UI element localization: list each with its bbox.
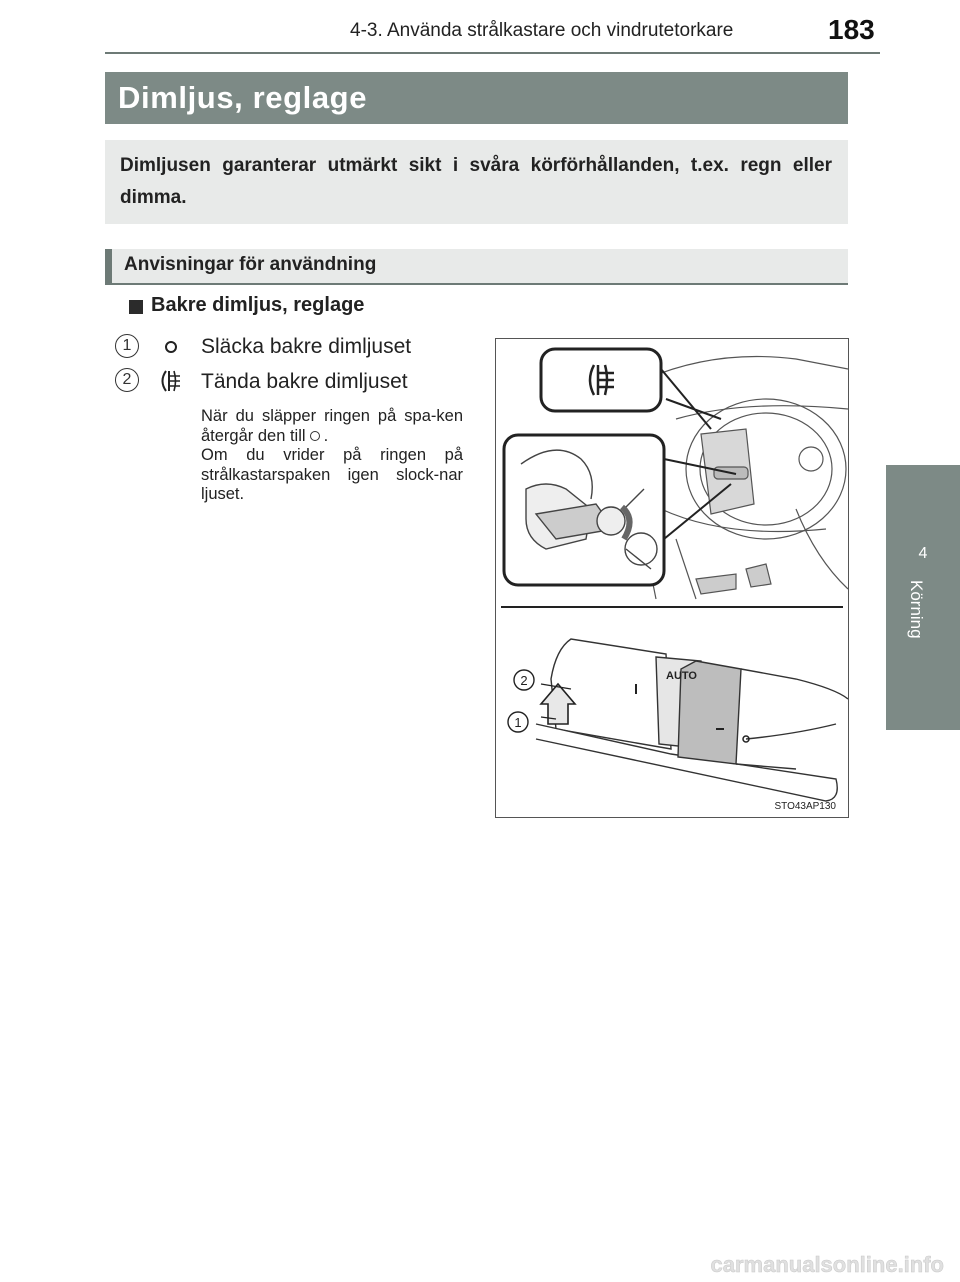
stalk-sketch (536, 639, 848, 801)
note-line-1-text: När du släpper ringen på spa-ken återgår den till (201, 407, 463, 445)
off-ring-icon (310, 431, 320, 441)
figure-code: STO43AP130 (774, 801, 836, 812)
auto-label: AUTO (666, 670, 697, 682)
page-number: 183 (828, 14, 875, 45)
item-2-text: Tända bakre dimljuset (201, 370, 408, 393)
intro-text: Dimljusen garanterar utmärkt sikt i svåra körförhållanden, t.ex. regn eller dimma. (120, 155, 832, 208)
square-bullet-icon (129, 300, 143, 314)
page-title: Dimljus, reglage (118, 80, 368, 115)
rear-fog-light-icon (156, 367, 184, 395)
item-2-note (201, 407, 463, 505)
note-line-2: Om du vrider på ringen på strålkastarspaken igen slock-nar ljuset. (201, 446, 463, 503)
item-number-1: 1 (115, 334, 139, 358)
svg-text:carmanualsonline.info: carmanualsonline.info (710, 1252, 944, 1277)
item-number-2: 2 (115, 368, 139, 392)
illustration-frame (495, 338, 849, 818)
note-line-1-end: . (323, 426, 329, 445)
section-title: Anvisningar för användning (124, 254, 377, 275)
subsection-title: Bakre dimljus, reglage (151, 294, 365, 316)
figure-callout-2: 2 (520, 673, 528, 688)
section-bar-accent (105, 249, 112, 285)
chapter-header: 4-3. Använda strålkastare och vindrutetorkare (350, 20, 734, 41)
item-1-text: Släcka bakre dimljuset (201, 335, 412, 358)
fog-off-circle-icon (160, 336, 182, 358)
side-tab-label: Körning (907, 580, 926, 639)
figure-callout-1: 1 (514, 715, 522, 730)
fog-light-switch-illustration (496, 339, 848, 817)
watermark-logo (0, 1244, 960, 1282)
header-rule (105, 52, 880, 54)
dashboard-sketch (646, 357, 848, 600)
side-tab-number: 4 (918, 545, 928, 562)
note-line-1 (201, 407, 463, 446)
